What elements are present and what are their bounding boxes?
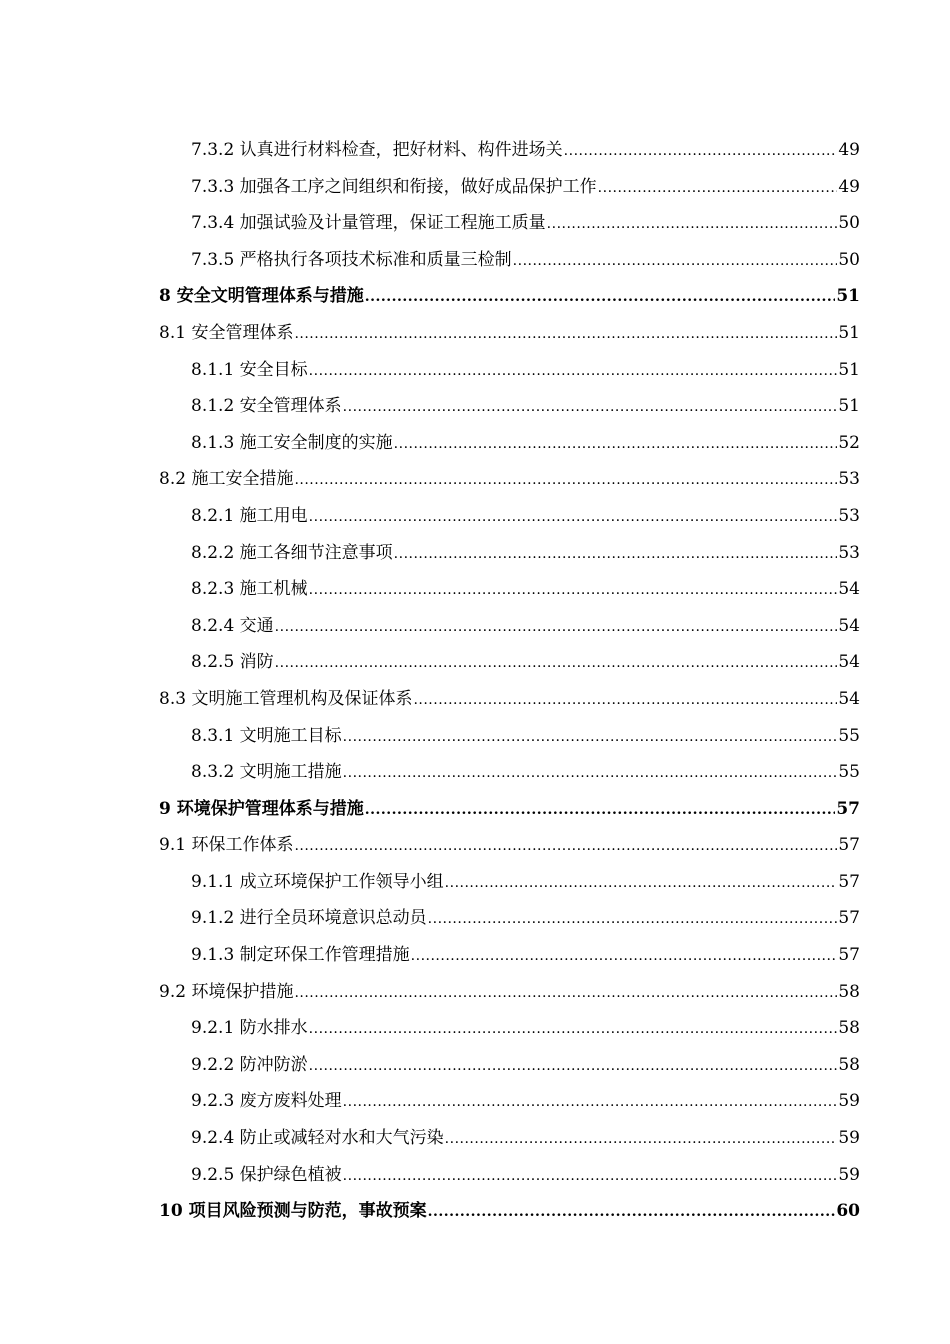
- toc-entry-title: 7.3.2 认真进行材料检查，把好材料、构件进场关: [191, 140, 563, 160]
- toc-entry-title: 8.1 安全管理体系: [159, 322, 294, 343]
- toc-entry-13[interactable]: [159, 571, 860, 608]
- toc-entry-title: 8.1.3 施工安全制度的实施: [191, 432, 393, 453]
- toc-page-number: 54: [838, 579, 860, 600]
- toc-dot-leader: [445, 1121, 838, 1158]
- toc-dot-leader: [547, 206, 838, 243]
- toc-dot-leader: [343, 1158, 838, 1195]
- toc-dot-leader: [428, 901, 838, 938]
- toc-page-number: 58: [838, 1018, 860, 1039]
- toc-entry-title: 8 安全文明管理体系与措施: [159, 286, 364, 307]
- toc-page-number: 53: [838, 505, 860, 526]
- toc-entry-15[interactable]: [159, 644, 860, 681]
- toc-page-number: 53: [838, 542, 860, 563]
- toc-page-number: 50: [838, 213, 860, 234]
- toc-page-number: 49: [838, 176, 860, 197]
- toc-page-number: 54: [838, 615, 860, 636]
- toc-page-number: 58: [838, 1054, 860, 1075]
- toc-entry-10[interactable]: [159, 461, 860, 498]
- toc-dot-leader: [411, 938, 838, 975]
- toc-page-number: 54: [838, 652, 860, 673]
- toc-entry-2[interactable]: [159, 169, 860, 206]
- toc-entry-title: 9 环境保护管理体系与措施: [159, 798, 364, 819]
- toc-entry-20[interactable]: [159, 827, 860, 864]
- toc-entry-title: 9.2 环境保护措施: [159, 981, 294, 1002]
- toc-page-number: 54: [838, 688, 860, 709]
- toc-dot-leader: [343, 389, 838, 426]
- toc-entry-14[interactable]: [159, 608, 860, 645]
- toc-dot-leader: [309, 1011, 838, 1048]
- toc-dot-leader: [275, 645, 838, 682]
- table-of-contents: [159, 132, 860, 1230]
- toc-entry-title: 8.1.1 安全目标: [191, 359, 308, 380]
- toc-page-number: 57: [838, 871, 860, 892]
- toc-entry-title: 7.3.5 严格执行各项技术标准和质量三检制: [191, 249, 512, 270]
- toc-entry-19[interactable]: [159, 791, 860, 828]
- toc-dot-leader: [598, 170, 838, 207]
- toc-page-number: 58: [838, 981, 860, 1002]
- toc-entry-11[interactable]: [159, 498, 860, 535]
- toc-dot-leader: [564, 133, 838, 170]
- toc-page-number: 55: [838, 725, 860, 746]
- toc-entry-title: 10 项目风险预测与防范，事故预案: [159, 1201, 427, 1222]
- toc-entry-1[interactable]: [159, 132, 860, 169]
- toc-entry-title: 8.3 文明施工管理机构及保证体系: [159, 688, 413, 709]
- toc-entry-9[interactable]: [159, 425, 860, 462]
- toc-entry-27[interactable]: [159, 1083, 860, 1120]
- toc-entry-26[interactable]: [159, 1047, 860, 1084]
- toc-entry-title: 9.2.4 防止或减轻对水和大气污染: [191, 1128, 444, 1149]
- toc-dot-leader: [294, 975, 837, 1012]
- toc-dot-leader: [309, 1048, 838, 1085]
- toc-dot-leader: [309, 572, 838, 609]
- toc-entry-title: 9.2.3 废方废料处理: [191, 1091, 342, 1112]
- toc-page-number: 60: [836, 1201, 860, 1222]
- toc-entry-23[interactable]: [159, 937, 860, 974]
- toc-entry-title: 7.3.4 加强试验及计量管理，保证工程施工质量: [191, 213, 546, 234]
- toc-dot-leader: [413, 682, 837, 719]
- toc-entry-7[interactable]: [159, 352, 860, 389]
- toc-entry-21[interactable]: [159, 864, 860, 901]
- toc-entry-title: 8.2.1 施工用电: [191, 505, 308, 526]
- toc-entry-title: 8.2.2 施工各细节注意事项: [191, 542, 393, 563]
- toc-entry-title: 9.1 环保工作体系: [159, 835, 294, 856]
- toc-entry-25[interactable]: [159, 1010, 860, 1047]
- toc-dot-leader: [445, 865, 838, 902]
- toc-dot-leader: [294, 828, 837, 865]
- toc-entry-12[interactable]: [159, 535, 860, 572]
- toc-entry-title: 8.2.4 交通: [191, 615, 274, 636]
- toc-dot-leader: [275, 609, 838, 646]
- toc-entry-title: 9.1.3 制定环保工作管理措施: [191, 945, 410, 966]
- toc-page-number: 57: [838, 908, 860, 929]
- toc-entry-title: 9.2.5 保护绿色植被: [191, 1164, 342, 1185]
- toc-dot-leader: [513, 243, 838, 280]
- toc-page-number: 59: [838, 1128, 860, 1149]
- toc-dot-leader: [343, 719, 838, 756]
- toc-entry-16[interactable]: [159, 681, 860, 718]
- toc-entry-22[interactable]: [159, 900, 860, 937]
- toc-entry-title: 8.2.5 消防: [191, 652, 274, 673]
- toc-entry-18[interactable]: [159, 754, 860, 791]
- toc-page-number: 53: [838, 469, 860, 490]
- toc-entry-title: 8.3.1 文明施工目标: [191, 725, 342, 746]
- toc-page-number: 51: [838, 322, 860, 343]
- toc-page-number: 51: [838, 396, 860, 417]
- toc-dot-leader: [294, 462, 837, 499]
- toc-page-number: 50: [838, 249, 860, 270]
- toc-dot-leader: [428, 1194, 836, 1231]
- toc-page-number: 59: [838, 1091, 860, 1112]
- toc-entry-8[interactable]: [159, 388, 860, 425]
- toc-entry-29[interactable]: [159, 1157, 860, 1194]
- toc-dot-leader: [294, 316, 837, 353]
- toc-entry-title: 9.1.2 进行全员环境意识总动员: [191, 908, 427, 929]
- toc-page-number: 51: [836, 286, 860, 307]
- toc-page-number: 51: [838, 359, 860, 380]
- toc-dot-leader: [394, 536, 838, 573]
- toc-dot-leader: [394, 426, 838, 463]
- toc-page-number: 59: [838, 1164, 860, 1185]
- toc-entry-6[interactable]: [159, 315, 860, 352]
- toc-dot-leader: [309, 353, 838, 390]
- toc-page-number: 57: [838, 835, 860, 856]
- toc-dot-leader: [343, 755, 838, 792]
- toc-entry-30[interactable]: [159, 1193, 860, 1230]
- toc-entry-title: 8.2.3 施工机械: [191, 579, 308, 600]
- toc-page-number: 49: [838, 140, 860, 160]
- toc-entry-28[interactable]: [159, 1120, 860, 1157]
- toc-entry-title: 7.3.3 加强各工序之间组织和衔接，做好成品保护工作: [191, 176, 597, 197]
- toc-entry-3[interactable]: [159, 205, 860, 242]
- toc-entry-4[interactable]: [159, 242, 860, 279]
- toc-page-number: 52: [838, 432, 860, 453]
- toc-entry-title: 8.1.2 安全管理体系: [191, 396, 342, 417]
- toc-dot-leader: [309, 499, 838, 536]
- toc-entry-24[interactable]: [159, 974, 860, 1011]
- toc-dot-leader: [343, 1084, 838, 1121]
- toc-dot-leader: [365, 792, 836, 829]
- toc-page-number: 57: [838, 945, 860, 966]
- toc-entry-title: 9.1.1 成立环境保护工作领导小组: [191, 871, 444, 892]
- toc-entry-17[interactable]: [159, 718, 860, 755]
- toc-entry-title: 9.2.1 防水排水: [191, 1018, 308, 1039]
- toc-dot-leader: [365, 279, 836, 316]
- toc-entry-title: 9.2.2 防冲防淤: [191, 1054, 308, 1075]
- toc-entry-5[interactable]: [159, 278, 860, 315]
- toc-entry-title: 8.3.2 文明施工措施: [191, 762, 342, 783]
- toc-page-number: 57: [836, 798, 860, 819]
- toc-entry-title: 8.2 施工安全措施: [159, 469, 294, 490]
- toc-page-number: 55: [838, 762, 860, 783]
